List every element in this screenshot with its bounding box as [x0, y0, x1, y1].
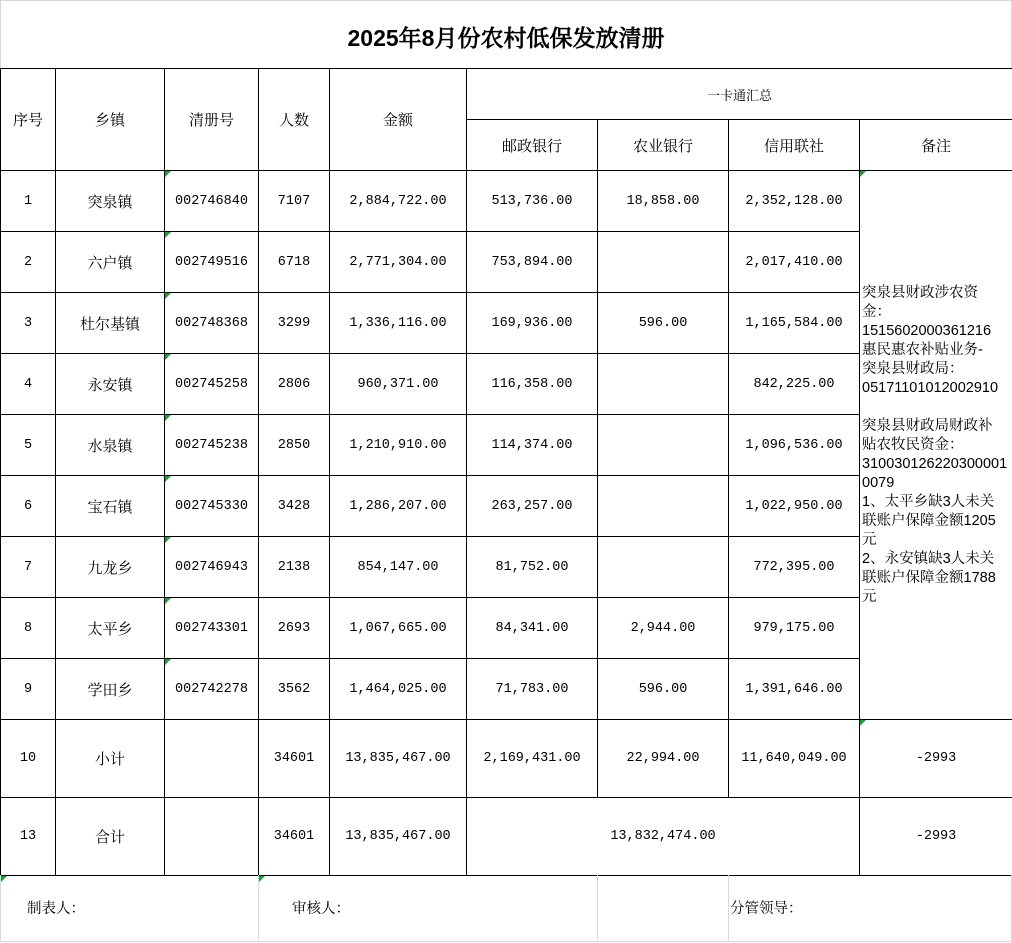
agri-bank-cell[interactable]: [598, 415, 729, 476]
people-count-cell[interactable]: 3299: [259, 293, 330, 354]
error-indicator-icon: [165, 659, 171, 665]
roster-number-cell[interactable]: [165, 537, 259, 598]
roster-number-cell[interactable]: [165, 171, 259, 232]
town-cell[interactable]: 杜尔基镇: [56, 293, 165, 354]
subtotal-row: [1, 720, 1012, 798]
postal-bank-cell[interactable]: 81,752.00: [467, 537, 598, 598]
people-count-cell[interactable]: 3562: [259, 659, 330, 720]
remarks-line: 310030126220300001: [862, 455, 1012, 474]
index-cell[interactable]: 13: [1, 798, 56, 876]
roster-number-cell[interactable]: [165, 598, 259, 659]
remarks-line: 05171101012002910: [862, 379, 1012, 398]
credit-union-cell[interactable]: 1,022,950.00: [729, 476, 860, 537]
amount-cell[interactable]: 1,286,207.00: [330, 476, 467, 537]
people-count-cell[interactable]: 6718: [259, 232, 330, 293]
town-cell[interactable]: 学田乡: [56, 659, 165, 720]
index-cell[interactable]: 5: [1, 415, 56, 476]
header-town[interactable]: 乡镇: [56, 69, 165, 171]
town-cell[interactable]: 宝石镇: [56, 476, 165, 537]
postal-bank-cell[interactable]: 263,257.00: [467, 476, 598, 537]
remarks-line: 突泉县财政涉农资: [862, 284, 1012, 303]
town-cell[interactable]: 合计: [56, 798, 165, 876]
people-count-cell[interactable]: 2806: [259, 354, 330, 415]
amount-cell[interactable]: 1,210,910.00: [330, 415, 467, 476]
agri-bank-cell[interactable]: [598, 354, 729, 415]
roster-number-text: 002748368: [175, 316, 248, 331]
index-cell[interactable]: 8: [1, 598, 56, 659]
header-roster-number[interactable]: 清册号: [165, 69, 259, 171]
agri-bank-cell[interactable]: [598, 537, 729, 598]
amount-cell[interactable]: 2,884,722.00: [330, 171, 467, 232]
error-indicator-icon: [165, 476, 171, 482]
postal-bank-cell[interactable]: 753,894.00: [467, 232, 598, 293]
credit-union-cell[interactable]: 1,391,646.00: [729, 659, 860, 720]
gridline: [728, 875, 729, 941]
people-count-cell[interactable]: 3428: [259, 476, 330, 537]
index-cell[interactable]: 1: [1, 171, 56, 232]
error-indicator-icon: [1, 876, 7, 882]
people-count-cell[interactable]: 2850: [259, 415, 330, 476]
roster-number-text: 002746943: [175, 560, 248, 575]
credit-union-cell[interactable]: 1,165,584.00: [729, 293, 860, 354]
remarks-line: 贴农牧民资金：: [862, 436, 1012, 455]
error-indicator-icon: [165, 354, 171, 360]
error-indicator-icon: [860, 720, 866, 726]
credit-union-cell[interactable]: 2,017,410.00: [729, 232, 860, 293]
amount-cell[interactable]: 1,067,665.00: [330, 598, 467, 659]
town-cell[interactable]: 水泉镇: [56, 415, 165, 476]
roster-number-cell[interactable]: [165, 293, 259, 354]
postal-bank-cell[interactable]: 169,936.00: [467, 293, 598, 354]
remarks-line: 突泉县财政局：: [862, 360, 1012, 379]
amount-cell[interactable]: 960,371.00: [330, 354, 467, 415]
postal-bank-cell[interactable]: 116,358.00: [467, 354, 598, 415]
roster-number-cell[interactable]: [165, 354, 259, 415]
remarks-line: 1515602000361216: [862, 322, 1012, 341]
index-cell[interactable]: 7: [1, 537, 56, 598]
amount-cell[interactable]: 1,336,116.00: [330, 293, 467, 354]
roster-number-text: 002743301: [175, 621, 248, 636]
roster-number-text: 002742278: [175, 682, 248, 697]
header-credit-union[interactable]: 信用联社: [729, 120, 860, 171]
remarks-line: 惠民惠农补贴业务-: [862, 341, 1012, 360]
postal-bank-cell[interactable]: 513,736.00: [467, 171, 598, 232]
remarks-line: 0079: [862, 474, 1012, 493]
amount-cell[interactable]: 854,147.00: [330, 537, 467, 598]
people-count-cell[interactable]: 2138: [259, 537, 330, 598]
relief-roster-table: [0, 68, 1012, 876]
error-indicator-icon: [165, 293, 171, 299]
index-cell[interactable]: 3: [1, 293, 56, 354]
credit-union-cell[interactable]: 1,096,536.00: [729, 415, 860, 476]
people-count-cell[interactable]: 34601: [259, 720, 330, 798]
postal-bank-cell[interactable]: 2,169,431.00: [467, 720, 598, 798]
index-cell[interactable]: 6: [1, 476, 56, 537]
agri-bank-cell[interactable]: 2,944.00: [598, 598, 729, 659]
postal-bank-cell[interactable]: 84,341.00: [467, 598, 598, 659]
index-cell[interactable]: 9: [1, 659, 56, 720]
credit-union-cell[interactable]: 2,352,128.00: [729, 171, 860, 232]
credit-union-cell[interactable]: 772,395.00: [729, 537, 860, 598]
remarks-cell[interactable]: [860, 171, 1012, 720]
error-indicator-icon: [165, 171, 171, 177]
roster-number-cell[interactable]: [165, 798, 259, 876]
agri-bank-cell[interactable]: 596.00: [598, 659, 729, 720]
roster-number-text: 002745258: [175, 377, 248, 392]
header-card-summary[interactable]: 一卡通汇总: [467, 69, 1012, 120]
index-cell[interactable]: 2: [1, 232, 56, 293]
header-row: [1, 69, 1012, 120]
error-indicator-icon: [165, 537, 171, 543]
remarks-text: [862, 284, 1012, 607]
card-total-cell[interactable]: 13,832,474.00: [467, 798, 860, 876]
total-row: [1, 798, 1012, 876]
remarks-cell[interactable]: -2993: [860, 798, 1012, 876]
amount-cell[interactable]: 2,771,304.00: [330, 232, 467, 293]
roster-number-cell[interactable]: [165, 415, 259, 476]
people-count-cell[interactable]: 7107: [259, 171, 330, 232]
postal-bank-cell[interactable]: 71,783.00: [467, 659, 598, 720]
roster-number-cell[interactable]: [165, 476, 259, 537]
people-count-cell[interactable]: 34601: [259, 798, 330, 876]
remarks-line: 联账户保障金额1205: [862, 512, 1012, 531]
town-cell[interactable]: 突泉镇: [56, 171, 165, 232]
remarks-cell[interactable]: [860, 720, 1012, 798]
credit-union-cell[interactable]: 842,225.00: [729, 354, 860, 415]
remarks-line: 元: [862, 531, 1012, 550]
roster-number-text: 002745330: [175, 499, 248, 514]
header-people-count[interactable]: 人数: [259, 69, 330, 171]
error-indicator-icon: [860, 171, 866, 177]
header-postal-bank[interactable]: 邮政银行: [467, 120, 598, 171]
gridline: [258, 875, 259, 941]
header-remarks[interactable]: 备注: [860, 120, 1012, 171]
error-indicator-icon: [165, 598, 171, 604]
header-agri-bank[interactable]: 农业银行: [598, 120, 729, 171]
credit-union-cell[interactable]: 11,640,049.00: [729, 720, 860, 798]
agri-bank-cell[interactable]: 18,858.00: [598, 171, 729, 232]
remarks-line: 元: [862, 588, 1012, 607]
error-indicator-icon: [165, 232, 171, 238]
amount-cell[interactable]: 1,464,025.00: [330, 659, 467, 720]
header-amount[interactable]: 金额: [330, 69, 467, 171]
town-cell[interactable]: 永安镇: [56, 354, 165, 415]
postal-bank-cell[interactable]: 114,374.00: [467, 415, 598, 476]
error-indicator-icon: [165, 415, 171, 421]
remarks-line: 金：: [862, 303, 1012, 322]
agri-bank-cell[interactable]: 22,994.00: [598, 720, 729, 798]
town-cell[interactable]: 小计: [56, 720, 165, 798]
remarks-line: 联账户保障金额1788: [862, 569, 1012, 588]
people-count-cell[interactable]: 2693: [259, 598, 330, 659]
remarks-spacer: [862, 398, 1012, 417]
credit-union-cell[interactable]: 979,175.00: [729, 598, 860, 659]
table-row: [1, 171, 1012, 232]
gridline: [597, 875, 598, 941]
preparer-label[interactable]: 制表人：: [27, 875, 85, 941]
agri-bank-cell[interactable]: 596.00: [598, 293, 729, 354]
agri-bank-cell[interactable]: [598, 476, 729, 537]
reviewer-label[interactable]: 审核人：: [292, 875, 350, 941]
roster-number-text: 002746840: [175, 194, 248, 209]
town-cell[interactable]: 太平乡: [56, 598, 165, 659]
roster-number-text: 002749516: [175, 255, 248, 270]
header-index[interactable]: 序号: [1, 69, 56, 171]
remarks-line: 1、太平乡缺3人未关: [862, 493, 1012, 512]
signature-row: [0, 875, 1012, 942]
index-cell[interactable]: 10: [1, 720, 56, 798]
remarks-value: -2993: [916, 751, 957, 766]
roster-number-cell[interactable]: [165, 720, 259, 798]
amount-cell[interactable]: 13,835,467.00: [330, 798, 467, 876]
index-cell[interactable]: 4: [1, 354, 56, 415]
roster-number-text: 002745238: [175, 438, 248, 453]
roster-number-cell[interactable]: [165, 232, 259, 293]
amount-cell[interactable]: 13,835,467.00: [330, 720, 467, 798]
town-cell[interactable]: 九龙乡: [56, 537, 165, 598]
remarks-line: 2、永安镇缺3人未关: [862, 550, 1012, 569]
error-indicator-icon: [259, 876, 265, 882]
remarks-line: 突泉县财政局财政补: [862, 417, 1012, 436]
page-title[interactable]: 2025年8月份农村低保发放清册: [0, 0, 1012, 68]
leader-label[interactable]: 分管领导：: [730, 875, 803, 941]
agri-bank-cell[interactable]: [598, 232, 729, 293]
town-cell[interactable]: 六户镇: [56, 232, 165, 293]
roster-number-cell[interactable]: [165, 659, 259, 720]
